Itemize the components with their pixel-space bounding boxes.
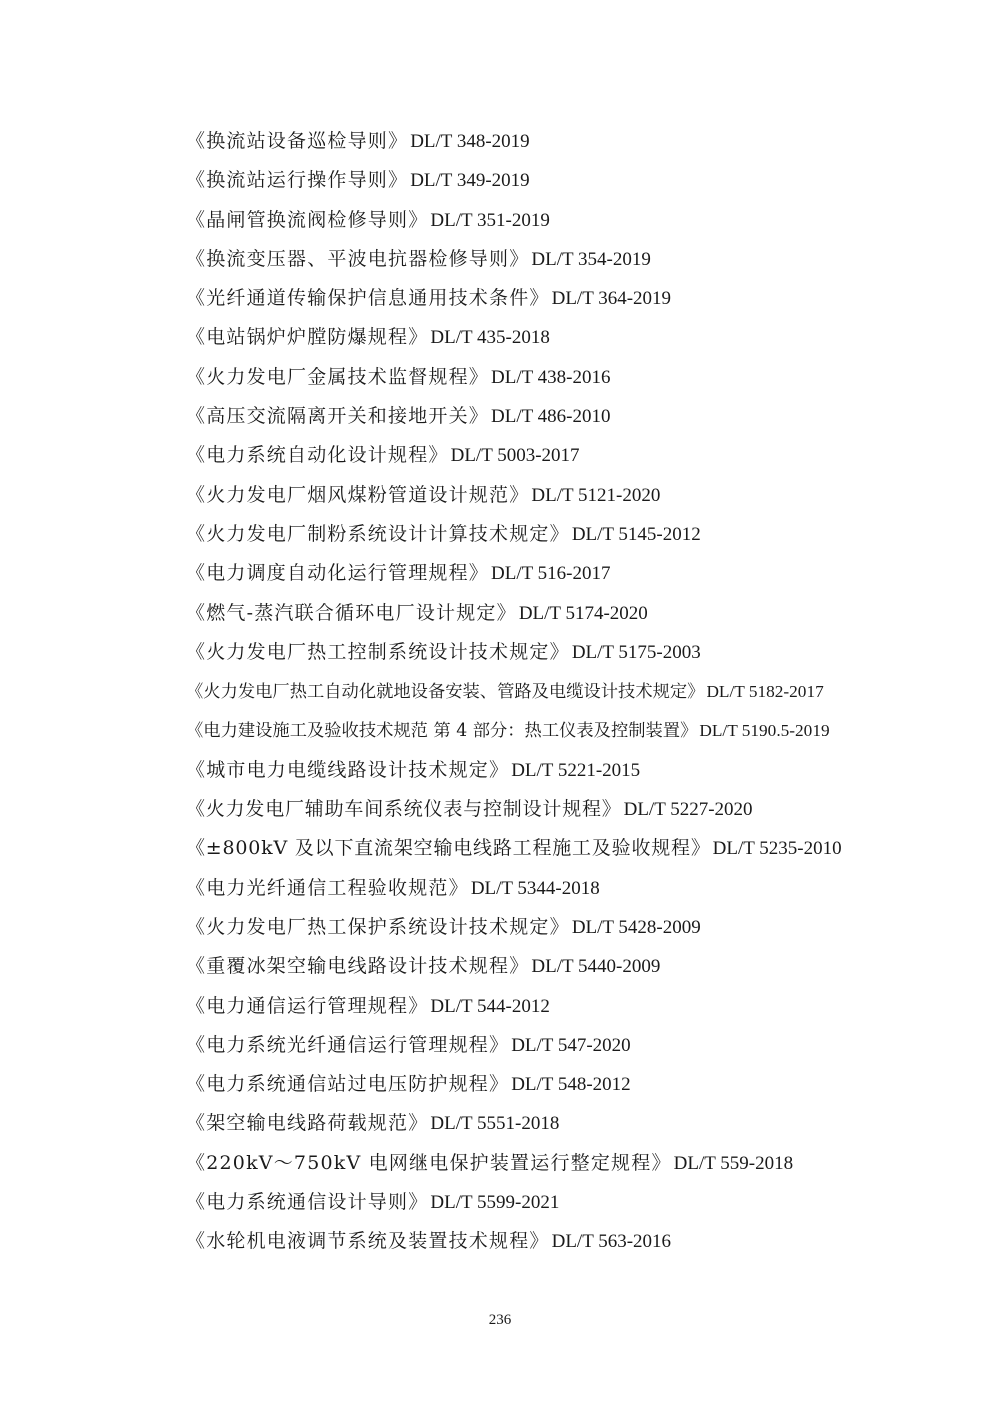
standard-title: 《±800kV 及以下直流架空输电线路工程施工及验收规程》 <box>186 837 711 860</box>
standards-list <box>186 122 966 1262</box>
standard-title: 《电力建设施工及验收技术规范 第 4 部分：热工仪表及控制装置》 <box>186 721 698 742</box>
standard-code: DL/T 5440-2009 <box>531 956 661 978</box>
standard-code: DL/T 5145-2012 <box>571 523 701 545</box>
list-item <box>186 790 966 829</box>
standard-code: DL/T 348-2019 <box>410 131 530 152</box>
list-item <box>186 1144 966 1183</box>
list-item <box>186 279 966 318</box>
list-item <box>186 1026 966 1065</box>
standard-code: DL/T 5235-2010 <box>712 838 842 860</box>
list-item <box>186 947 966 986</box>
standard-code: DL/T 5599-2021 <box>430 1192 560 1214</box>
list-item <box>186 201 966 240</box>
standard-title: 《电力系统通信设计导则》 <box>186 1191 429 1214</box>
list-item <box>186 476 966 515</box>
list-item <box>186 594 966 633</box>
standard-title: 《火力发电厂热工自动化就地设备安装、管路及电缆设计技术规定》 <box>186 682 705 703</box>
list-item <box>186 1183 966 1222</box>
list-item <box>186 397 966 436</box>
standard-code: DL/T 559-2018 <box>673 1152 794 1174</box>
standard-title: 《高压交流隔离开关和接地开关》 <box>186 405 490 428</box>
standard-code: DL/T 547-2020 <box>511 1034 631 1056</box>
standard-code: DL/T 5227-2020 <box>623 799 753 821</box>
list-item <box>186 240 966 279</box>
standard-title: 《燃气-蒸汽联合循环电厂设计规定》 <box>186 601 517 624</box>
list-item <box>186 672 966 711</box>
standard-title: 《火力发电厂辅助车间系统仪表与控制设计规程》 <box>186 798 622 821</box>
standard-code: DL/T 544-2012 <box>430 995 550 1017</box>
list-item <box>186 869 966 908</box>
standard-title: 《火力发电厂制粉系统设计计算技术规定》 <box>186 522 570 545</box>
list-item <box>186 515 966 554</box>
standard-title: 《电力系统光纤通信运行管理规程》 <box>186 1033 510 1056</box>
standard-code: DL/T 349-2019 <box>410 170 530 192</box>
standard-title: 《晶闸管换流阀检修导则》 <box>186 208 429 231</box>
list-item <box>186 711 966 750</box>
standard-title: 《电力系统自动化设计规程》 <box>186 444 449 467</box>
standard-code: DL/T 438-2016 <box>491 366 611 388</box>
standard-title: 《电站锅炉炉膛防爆规程》 <box>186 326 429 349</box>
list-item <box>186 554 966 593</box>
standard-code: DL/T 5190.5-2019 <box>699 721 830 741</box>
standard-code: DL/T 354-2019 <box>531 248 651 270</box>
standard-code: DL/T 5175-2003 <box>571 641 701 663</box>
standard-title: 《电力光纤通信工程验收规范》 <box>186 876 469 899</box>
standard-title: 《220kV～750kV 电网继电保护装置运行整定规程》 <box>186 1151 672 1174</box>
list-item <box>186 829 966 868</box>
standard-title: 《火力发电厂烟风煤粉管道设计规范》 <box>186 483 530 506</box>
standard-code: DL/T 5344-2018 <box>470 877 600 899</box>
standard-title: 《换流变压器、平波电抗器检修导则》 <box>186 247 530 270</box>
standard-title: 《水轮机电液调节系统及装置技术规程》 <box>186 1230 550 1253</box>
standard-title: 《电力系统通信站过电压防护规程》 <box>186 1073 510 1096</box>
standard-title: 《火力发电厂金属技术监督规程》 <box>186 365 490 388</box>
standard-code: DL/T 435-2018 <box>430 327 550 349</box>
list-item <box>186 161 966 200</box>
list-item <box>186 358 966 397</box>
list-item <box>186 436 966 475</box>
list-item <box>186 1065 966 1104</box>
standard-code: DL/T 5121-2020 <box>531 484 661 506</box>
standard-code: DL/T 516-2017 <box>491 563 611 585</box>
standard-title: 《电力通信运行管理规程》 <box>186 994 429 1017</box>
standard-code: DL/T 5003-2017 <box>450 445 580 467</box>
standard-title: 《重覆冰架空输电线路设计技术规程》 <box>186 955 530 978</box>
standard-code: DL/T 486-2010 <box>491 406 611 428</box>
list-item <box>186 751 966 790</box>
standard-code: DL/T 5551-2018 <box>430 1113 560 1135</box>
standard-code: DL/T 5221-2015 <box>511 759 641 781</box>
standard-code: DL/T 563-2016 <box>551 1231 672 1253</box>
standard-code: DL/T 5174-2020 <box>518 602 648 624</box>
standard-title: 《电力调度自动化运行管理规程》 <box>186 562 490 585</box>
standard-code: DL/T 364-2019 <box>551 288 672 310</box>
standard-title: 《火力发电厂热工保护系统设计技术规定》 <box>186 915 570 938</box>
list-item <box>186 1104 966 1143</box>
standard-title: 《火力发电厂热工控制系统设计技术规定》 <box>186 640 570 663</box>
standard-title: 《换流站运行操作导则》 <box>186 169 409 192</box>
standard-code: DL/T 351-2019 <box>430 209 550 231</box>
standard-code: DL/T 548-2012 <box>511 1074 631 1096</box>
standard-code: DL/T 5182-2017 <box>706 682 824 702</box>
list-item <box>186 318 966 357</box>
page-number: 236 <box>488 1312 512 1328</box>
list-item <box>186 633 966 672</box>
list-item <box>186 908 966 947</box>
standard-code: DL/T 5428-2009 <box>571 916 701 938</box>
list-item <box>186 1222 966 1261</box>
standard-title: 《换流站设备巡检导则》 <box>186 130 409 152</box>
standard-title: 《城市电力电缆线路设计技术规定》 <box>186 758 510 781</box>
list-item <box>186 987 966 1026</box>
list-item <box>186 122 966 161</box>
standard-title: 《架空输电线路荷载规范》 <box>186 1112 429 1135</box>
standard-title: 《光纤通道传输保护信息通用技术条件》 <box>186 287 550 310</box>
